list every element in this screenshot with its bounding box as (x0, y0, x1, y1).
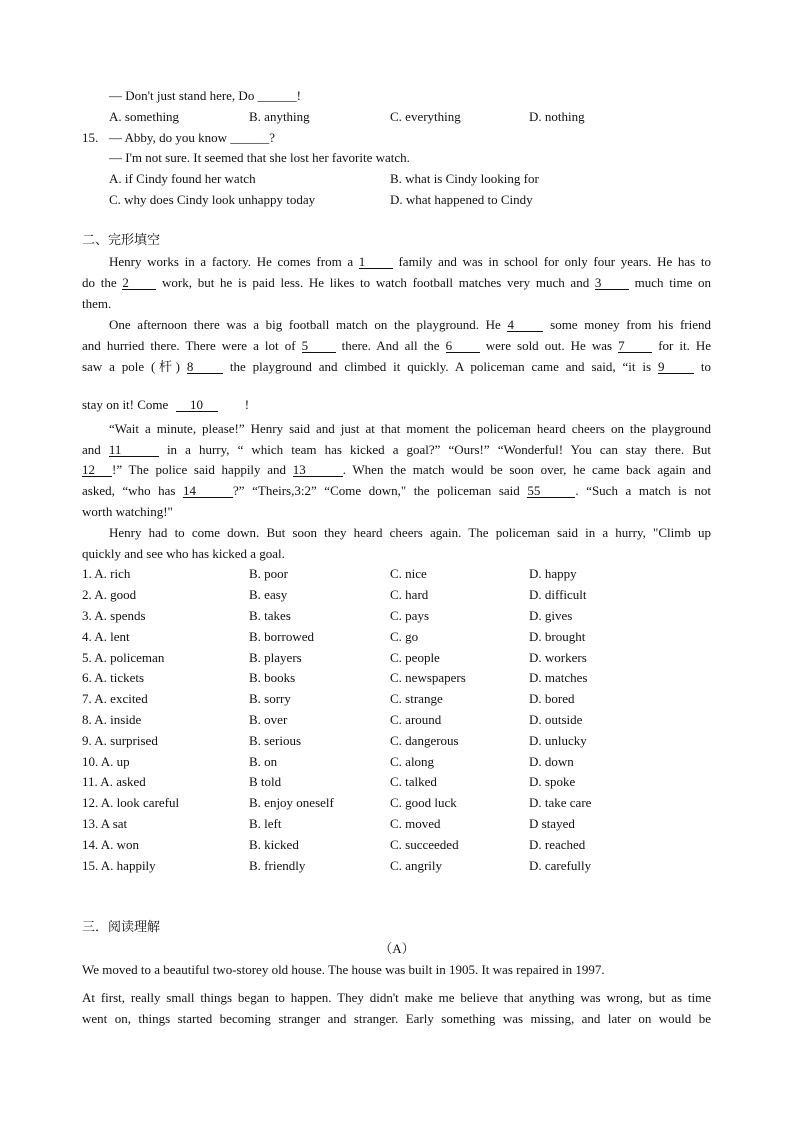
q14-prompt: — Don't just stand here, Do ______! (109, 88, 301, 103)
option-13-b: B. left (249, 816, 282, 831)
option-4-c: C. go (390, 629, 419, 644)
option-11-d: D. spoke (529, 774, 576, 789)
cloze-p2-line1: One afternoon there was a big football match on the playground. He 4 some money from his friend (109, 317, 712, 332)
option-7-b: B. sorry (249, 691, 291, 706)
option-8-a: 8. A. inside (82, 712, 142, 727)
option-13-a: 13. A sat (82, 816, 128, 831)
option-14-d: D. reached (529, 837, 586, 852)
option-8-b: B. over (249, 712, 288, 727)
cloze-p1-line1: Henry works in a factory. He comes from a 1 family and was in school for only four years. He has to (109, 254, 711, 269)
cloze-p3-line2: and 11 in a hurry, “ which team has kicked a goal?” “Ours!” “Wonderful! You can stay there. But (82, 442, 712, 457)
option-3-c: C. pays (390, 608, 429, 623)
option-10-b: B. on (249, 754, 278, 769)
cloze-p3-line4: asked, “who has 14 ?” “Theirs,3:2” “Come down," the policeman said 55 . “Such a match is not (82, 483, 712, 498)
option-3-b: B. takes (249, 608, 291, 623)
option-6-c: C. newspapers (390, 670, 466, 685)
option-7-d: D. bored (529, 691, 575, 706)
reading-line-2: At first, really small things began to happen. They didn't make me believe that anything was wrong, but as time (82, 990, 711, 1005)
blank-12[interactable]: 12 (82, 463, 112, 477)
cloze-p1-line2: do the 2 work, but he is paid less. He likes to watch football matches very much and 3 much time on (82, 275, 712, 290)
blank-4[interactable]: 4 (507, 318, 543, 332)
option-2-c: C. hard (390, 587, 429, 602)
option-12-d: D. take care (529, 795, 592, 810)
cloze-heading: 二、完形填空 (82, 233, 161, 248)
cloze-p1-line3: them. (82, 296, 112, 311)
blank-10[interactable]: 10 (176, 398, 218, 412)
blank-11[interactable]: 11 (109, 443, 159, 457)
option-1-a: 1. A. rich (82, 566, 131, 581)
option-14-a: 14. A. won (82, 837, 140, 852)
option-12-c: C. good luck (390, 795, 457, 810)
option-2-d: D. difficult (529, 587, 587, 602)
option-7-c: C. strange (390, 691, 443, 706)
q14-option-d: D. nothing (529, 109, 585, 124)
option-13-c: C. moved (390, 816, 441, 831)
option-2-b: B. easy (249, 587, 288, 602)
option-15-c: C. angrily (390, 858, 442, 873)
option-4-d: D. brought (529, 629, 586, 644)
option-3-a: 3. A. spends (82, 608, 146, 623)
option-3-d: D. gives (529, 608, 573, 623)
reading-heading: 三．阅读理解 (82, 920, 161, 935)
blank-13[interactable]: 13 (293, 463, 343, 477)
cloze-p3-line1: “Wait a minute, please!” Henry said and just at that moment the policeman heard cheers on the playground (109, 421, 711, 436)
q15-reply: — I'm not sure. It seemed that she lost her favorite watch. (109, 150, 410, 165)
option-13-d: D stayed (529, 816, 575, 831)
option-8-d: D. outside (529, 712, 583, 727)
option-8-c: C. around (390, 712, 442, 727)
option-6-d: D. matches (529, 670, 588, 685)
blank-14[interactable]: 14 (183, 484, 233, 498)
option-15-a: 15. A. happily (82, 858, 156, 873)
option-6-b: B. books (249, 670, 296, 685)
q15-prompt: — Abby, do you know ______? (109, 130, 275, 145)
blank-6[interactable]: 6 (446, 339, 480, 353)
blank-5[interactable]: 5 (302, 339, 336, 353)
q15-option-c: C. why does Cindy look unhappy today (109, 192, 316, 207)
reading-line-1: We moved to a beautiful two-storey old house. The house was built in 1905. It was repaired in 1997. (82, 962, 605, 977)
option-6-a: 6. A. tickets (82, 670, 145, 685)
cloze-p4-line1: Henry had to come down. But soon they heard cheers again. The policeman said in a hurry, "Climb up (109, 525, 711, 540)
option-12-a: 12. A. look careful (82, 795, 180, 810)
option-4-a: 4. A. lent (82, 629, 130, 644)
q15-number: 15. (82, 130, 99, 145)
q14-option-a: A. something (109, 109, 180, 124)
option-5-d: D. workers (529, 650, 587, 665)
option-14-c: C. succeeded (390, 837, 459, 852)
option-7-a: 7. A. excited (82, 691, 148, 706)
option-11-b: B told (249, 774, 282, 789)
option-14-b: B. kicked (249, 837, 299, 852)
cloze-p2-line4: stay on it! Come 10 ! (82, 397, 250, 412)
q15-option-b: B. what is Cindy looking for (390, 171, 539, 186)
option-9-a: 9. A. surprised (82, 733, 158, 748)
option-5-a: 5. A. policeman (82, 650, 165, 665)
blank-9[interactable]: 9 (658, 360, 694, 374)
blank-7[interactable]: 7 (618, 339, 652, 353)
q14-option-b: B. anything (249, 109, 310, 124)
option-1-d: D. happy (529, 566, 577, 581)
option-4-b: B. borrowed (249, 629, 314, 644)
option-10-c: C. along (390, 754, 435, 769)
option-11-c: C. talked (390, 774, 437, 789)
option-2-a: 2. A. good (82, 587, 137, 602)
blank-1[interactable]: 1 (359, 255, 393, 269)
blank-15[interactable]: 55 (527, 484, 575, 498)
option-9-b: B. serious (249, 733, 301, 748)
blank-3[interactable]: 3 (595, 276, 629, 290)
option-15-d: D. carefully (529, 858, 592, 873)
blank-8[interactable]: 8 (187, 360, 223, 374)
cloze-p4-line2: quickly and see who has kicked a goal. (82, 546, 285, 561)
passage-label: （A） (379, 941, 415, 956)
option-11-a: 11. A. asked (82, 774, 146, 789)
reading-line-3: went on, things started becoming stranger and stranger. Early something was missing, and later on would be (82, 1011, 711, 1026)
option-5-b: B. players (249, 650, 302, 665)
option-10-a: 10. A. up (82, 754, 130, 769)
blank-2[interactable]: 2 (122, 276, 156, 290)
option-5-c: C. people (390, 650, 440, 665)
option-1-b: B. poor (249, 566, 288, 581)
option-9-c: C. dangerous (390, 733, 459, 748)
cloze-p3-line3: 12 !” The police said happily and 13 . When the match would be soon over, he came back again and (82, 462, 712, 477)
option-1-c: C. nice (390, 566, 427, 581)
option-10-d: D. down (529, 754, 574, 769)
option-12-b: B. enjoy oneself (249, 795, 334, 810)
cloze-p3-line5: worth watching!" (82, 504, 173, 519)
option-15-b: B. friendly (249, 858, 306, 873)
q15-option-a: A. if Cindy found her watch (109, 171, 256, 186)
cloze-p2-line3: saw a pole (杆) 8 the playground and climbed it quickly. A policeman came and said, “it is 9 to (82, 359, 712, 374)
cloze-p2-line2: and hurried there. There were a lot of 5 there. And all the 6 were sold out. He was 7 for it. He (82, 338, 712, 353)
q15-option-d: D. what happened to Cindy (390, 192, 533, 207)
q14-option-c: C. everything (390, 109, 461, 124)
option-9-d: D. unlucky (529, 733, 587, 748)
